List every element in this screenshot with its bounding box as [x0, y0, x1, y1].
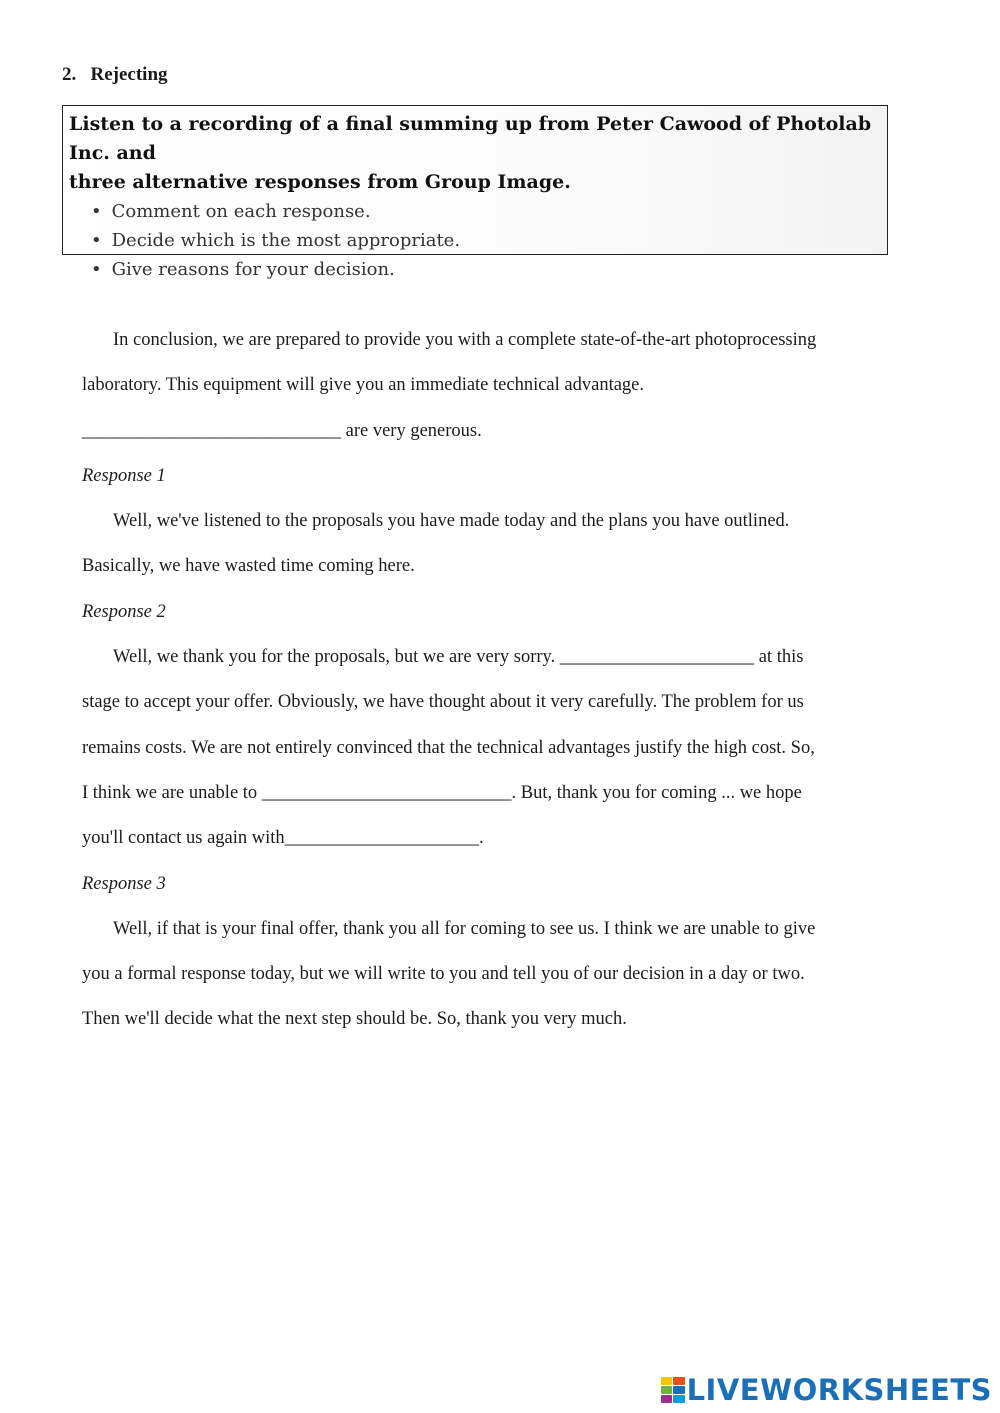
instruction-bullet: • Comment on each response. [91, 197, 881, 226]
response-1-line: Well, we've listened to the proposals you have made today and the plans you have outlined. [113, 511, 790, 532]
instructions-list [69, 197, 881, 284]
response-3-label: Response 3 [82, 873, 166, 894]
logo-tile [661, 1395, 673, 1403]
section-heading [62, 64, 168, 86]
liveworksheets-logo[interactable] [661, 1373, 992, 1407]
response-2-label: Response 2 [82, 601, 166, 622]
logo-tile [673, 1386, 685, 1394]
intro-line: laboratory. This equipment will give you an immediate technical advantage. [82, 375, 645, 396]
logo-tile [673, 1395, 685, 1403]
intro-line-end: are very generous. [341, 420, 482, 441]
response-2-text: at this [754, 647, 804, 668]
response-3-line: you a formal response today, but we will write to you and tell you of our decision in a day or two. [82, 964, 805, 985]
response-2-text: Well, we thank you for the proposals, but we are very sorry. [113, 647, 560, 668]
section-number: 2. [62, 64, 77, 85]
instruction-bullet: • Give reasons for your decision. [91, 255, 881, 284]
instructions-heading-line: three alternative responses from Group Image. [69, 171, 571, 193]
logo-tile [661, 1386, 673, 1394]
section-title: Rejecting [90, 64, 168, 85]
answer-blank-3[interactable]: ___________________________ [261, 782, 512, 803]
intro-line-with-blank [82, 409, 882, 454]
instructions-heading [69, 110, 881, 197]
response-1-label: Response 1 [82, 465, 166, 486]
response-2-line [82, 816, 882, 861]
instructions-heading-line: Listen to a recording of a final summing up from Peter Cawood of Photolab Inc. and [69, 113, 872, 164]
logo-text: LIVEWORKSHEETS [686, 1373, 992, 1407]
response-2-text: . [478, 828, 484, 849]
liveworksheets-logo-icon [661, 1377, 685, 1403]
instruction-bullet: • Decide which is the most appropriate. [91, 226, 881, 255]
worksheet-body [82, 318, 882, 1043]
response-2-line: remains costs. We are not entirely convinced that the technical advantages justify the high cost. So, [82, 737, 815, 758]
answer-blank-1[interactable]: ____________________________ [82, 420, 341, 441]
response-2-line [82, 635, 882, 680]
response-2-line [82, 771, 882, 816]
answer-blank-4[interactable]: _____________________ [284, 828, 479, 849]
response-1-line: Basically, we have wasted time coming here. [82, 556, 415, 577]
response-2-text: I think we are unable to [82, 782, 262, 803]
response-2-text: . But, thank you for coming ... we hope [511, 782, 802, 803]
instructions-box [62, 105, 888, 280]
answer-blank-2[interactable]: _____________________ [559, 647, 755, 668]
logo-tile [661, 1377, 673, 1385]
response-3-line: Then we'll decide what the next step should be. So, thank you very much. [82, 1009, 627, 1030]
response-3-line: Well, if that is your final offer, thank you all for coming to see us. I think we are unable to give [113, 918, 816, 939]
logo-tile [673, 1377, 685, 1385]
response-2-line: stage to accept your offer. Obviously, we have thought about it very carefully. The problem for us [82, 692, 804, 713]
intro-line: In conclusion, we are prepared to provide you with a complete state-of-the-art photoprocessing [113, 330, 817, 350]
response-2-text: you'll contact us again with [82, 828, 285, 849]
